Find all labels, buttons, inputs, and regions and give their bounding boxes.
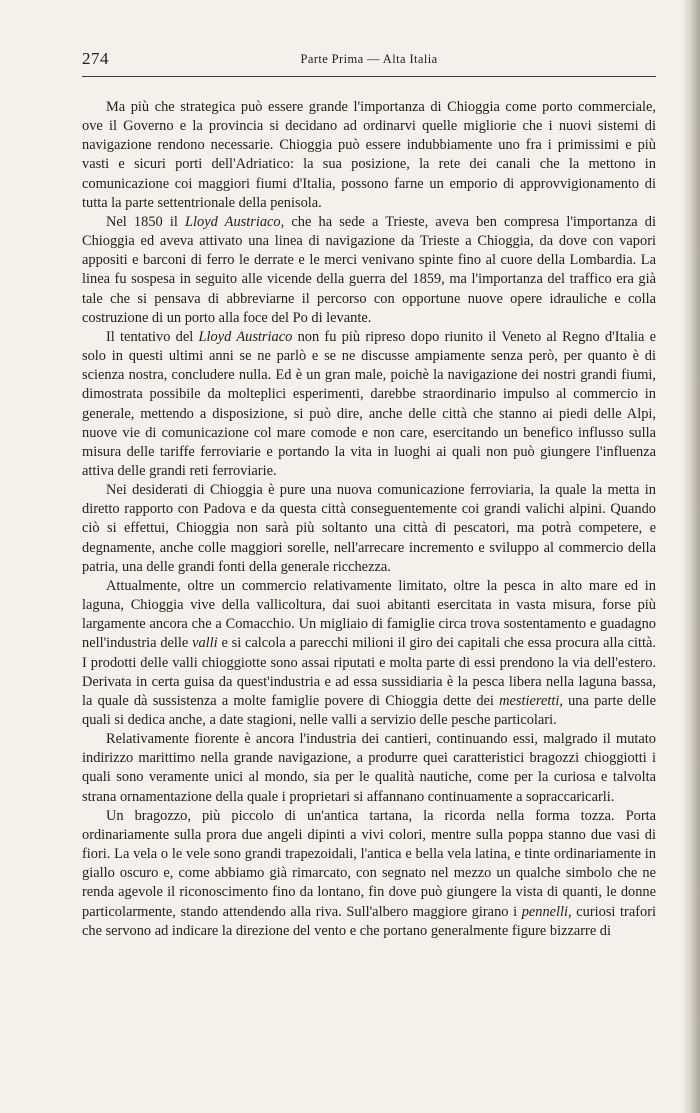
paragraph-7: Un bragozzo, più piccolo di un'antica tartana, la ricorda nella forma tozza. Porta ordinariamente sulla prora due angeli dipinti a vivi colori, mentre sulla poppa stanno due vasi di fiori. La vela o le vele sono grandi trapezoidali, l'antica e bella vela latina, e tinte ordinariamente in giallo oscuro e, come abbiamo già rimarcato, con segnato nel mezzo un qualche simbolo che ne renda agevole il riconoscimento fino da lontano, fin dove può giungere la vista di quanti, le donne particolarmente, stando attendendo alla riva. Sull'albero maggiore girano i pennelli, curiosi trafori che servono ad indicare la direzione del vento e che portano generalmente figure bizzarre di: [82, 807, 656, 939]
paragraph-6: Relativamente fiorente è ancora l'industria dei cantieri, continuando essi, malgrado il mutato indirizzo marittimo nella grande navigazione, a produrre quei caratteristici bragozzi chioggiotti i quali sono veramente unici al mondo, sia per le qualità nautiche, come per la curiosa e talvolta strana ornamentazione della quale i proprietari si affannano continuamente a sopraccaricarli.: [82, 731, 656, 805]
italic-term: Lloyd Austriaco: [198, 328, 293, 345]
paragraph-2: Nel 1850 il Lloyd Austriaco, che ha sede a Trieste, aveva ben compresa l'importanza di Chioggia ed aveva attivato una linea di navigazione da Trieste a Chioggia, da dove con vapori appositi e barconi di ferro le derrate e le merci venivano spinte fino al cuore della Lombardia. La linea fu sospesa in seguito alle vicende della guerra del 1859, ma l'importanza del traffico era già tale che si pensava di abbreviarne il percorso con opportune nuove opere idrauliche e colla costruzione di un porto alla foce del Po di levante.: [82, 213, 656, 326]
italic-term: Lloyd Austriaco,: [185, 213, 285, 230]
page-number: 274: [82, 49, 109, 68]
header-rule: [82, 76, 656, 77]
italic-term: valli: [192, 635, 218, 652]
paragraph-4: Nei desiderati di Chioggia è pure una nuova comunicazione ferroviaria, la quale la metta in diretto rapporto con Padova e da questa città conseguentemente coi grandi valichi alpini. Quando ciò si effettui, Chioggia non sarà più soltanto una città di pescatori, ma potrà competere, e degnamente, anche colle maggiori sorelle, nell'arrecare incremento e sviluppo al commercio della patria, una delle grandi fonti della generale ricchezza.: [82, 482, 656, 575]
paragraph-3: Il tentativo del Lloyd Austriaco non fu più ripreso dopo riunito il Veneto al Regno d'Italia e solo in questi ultimi anni se ne parlò e se ne discusse ampiamente senza però, per quanto è di scienza nostra, concludere nulla. Ed è un gran male, poichè la navigazione dei nostri grandi fiumi, dimostrata possibile da molteplici esperimenti, darebbe straordinario impulso al commercio in generale, mettendo a disposizione, si può dire, anche delle città che stanno ai piedi delle Alpi, nuove vie di comunicazione col mare comode e non care, esercitando un benefico influsso sulla misura delle tariffe ferroviarie e portando la vita in luoghi ai quali non può giungere l'influenza attiva delle grandi reti ferroviarie.: [82, 328, 656, 479]
body-text: [82, 98, 656, 941]
italic-term: pennelli,: [521, 903, 572, 920]
paragraph-5: Attualmente, oltre un commercio relativamente limitato, oltre la pesca in alto mare ed in laguna, Chioggia vive della vallicoltura, dai suoi abitanti esercitata in vasta misura, forse più largamente ancora che a Comacchio. Un migliaio di famiglie circa trova sostentamento e guadagno nell'industria delle valli e si calcola a parecchi milioni il giro dei capitali che essa procura alla città. I prodotti delle valli chioggiotte sono assai riputati e molta parte di essi prendono la via dell'estero. Derivata in certa guisa da quest'industria e ad essa sussidiaria è la pesca libera nella laguna bassa, la quale dà sussistenza a molte famiglie povere di Chioggia dette dei mestieretti, una parte delle quali si dedica anche, a date stagioni, nelle valli a servizio delle pesche particolari.: [82, 577, 656, 728]
italic-term: mestieretti,: [499, 692, 563, 709]
page-header: [82, 49, 656, 71]
running-head: Parte Prima — Alta Italia: [300, 52, 438, 66]
page-edge-shadow: [682, 0, 700, 1113]
paragraph-1: Ma più che strategica può essere grande l'importanza di Chioggia come porto commerciale, ove il Governo e la provincia si decidano ad ordinarvi quelle migliorie che i nuovi sistemi di navigazione rendono necessarie. Chioggia può essere indubbiamente uno fra i primissimi e più vasti e sicuri porti dell'Adriatico: la sua posizione, la rete dei canali che la mettono in comunicazione coi maggiori fiumi d'Italia, possono farne un emporio di approvvigionamento di tutta la parte settentrionale della penisola.: [82, 99, 656, 211]
